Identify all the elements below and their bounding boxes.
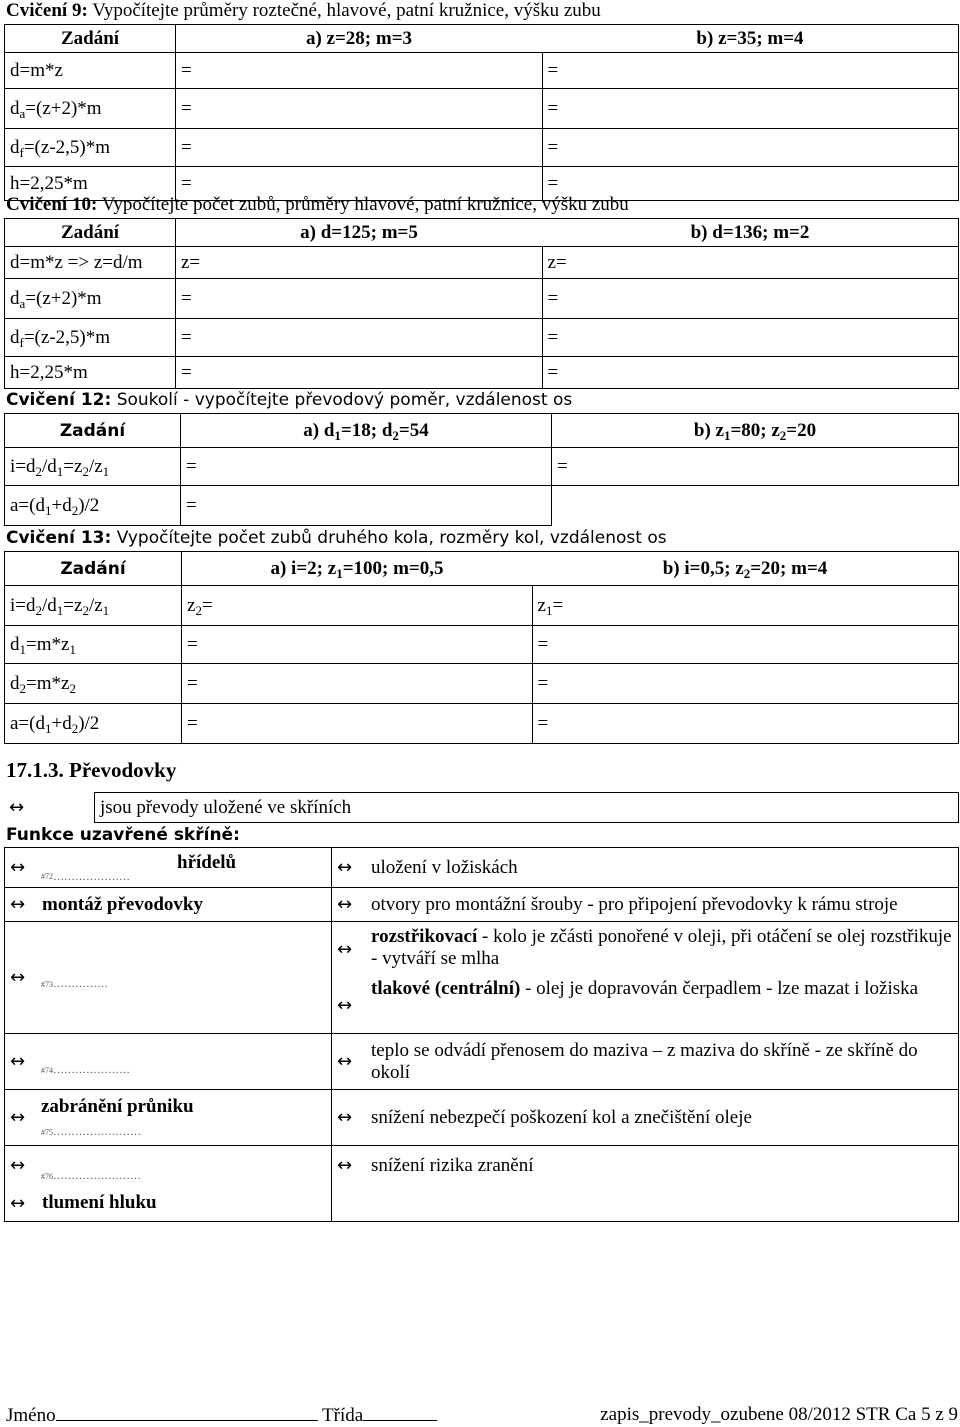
ex9-formula-d: d=m*z [5,53,176,89]
ex9-answer-a[interactable]: = [176,53,543,89]
ex13-answer-a[interactable]: $z_2=$ [182,586,533,626]
ex12-title [6,389,572,411]
arrow-icon: ↔ [332,1034,367,1090]
arrow-icon: ↔ [332,1090,367,1146]
ex10-formula-h: h=2,25*m [5,357,176,389]
ex13-formula-d2: $d_2=m*z_2$ [5,664,182,704]
ex9-answer-b[interactable]: = [542,167,959,201]
ex9-answer-a[interactable]: = [176,167,543,201]
ex9-title-rest: Vypočítejte průměry roztečné, hlavové, patní kružnice, výšku zubu [87,0,601,21]
funkce-r3-right2 [366,978,959,1034]
arrow-icon: ↔ [5,1090,38,1146]
ex10-answer-b[interactable]: = [542,357,959,389]
ex13-answer-a[interactable]: = [182,664,533,704]
placeholder-dots: …………… [53,978,108,990]
ex13-table [4,551,959,744]
funkce-r7-empty-right [366,1186,959,1222]
ex13-answer-b[interactable]: $z_1=$ [532,586,959,626]
section-title: Převodovky [69,758,177,782]
ex10-answer-a[interactable]: = [176,319,543,357]
ex9-formula-da: $d_a=(z+2)*m$ [5,89,176,129]
mazani-rozstrikovaci: rozstřikovací [371,926,478,947]
ex9-answer-a[interactable]: = [176,129,543,167]
ex13-hdr-label: Zadání [5,552,182,586]
funkce-r4-left [37,1034,332,1090]
ex9-answer-b[interactable]: = [542,129,959,167]
ex12-title-bold: Cvičení 12: [6,390,112,410]
placeholder-label: #72 [41,872,53,881]
section-number: 17.1.3. [6,758,64,782]
ex10-formula-df: $d_f=(z-2,5)*m$ [5,319,176,357]
ex13-formula-a: $a=(d_1+d_2)/2$ [5,704,182,744]
ex10-answer-a[interactable]: z= [176,247,543,279]
footer-class-label: Třída [322,1405,364,1426]
ex10-answer-b[interactable]: z= [542,247,959,279]
ex9-hdr-label: Zadání [5,25,176,53]
ex10-hdr-b: b) d=136; m=2 [542,219,959,247]
ex10-formula-z: d=m*z => z=d/m [5,247,176,279]
mazani-tlakove: tlakové (centrální) [371,977,521,999]
arrow-icon: ↔ [5,848,38,888]
ex9-answer-b[interactable]: = [542,89,959,129]
ex13-hdr-a: a) i=2; $z_1=100$; m=0,5 [182,552,533,586]
ex13-answer-b[interactable]: = [532,626,959,664]
funkce-r6-right: snížení rizika zranění [366,1146,959,1186]
funkce-r4-right: teplo se odvádí přenosem do maziva – z maziva do skříně - ze skříně do okolí [366,1034,959,1090]
funkce-r1-left [37,848,332,888]
funkce-r5-right: snížení nebezpečí poškození kol a znečištění oleje [366,1090,959,1146]
funkce-r7-left: tlumení hluku [37,1186,332,1222]
placeholder-dots: ………………… [53,1064,130,1076]
funkce-r3-left [37,922,332,1034]
ex13-answer-a[interactable]: = [182,626,533,664]
ex9-formula-h: h=2,25*m [5,167,176,201]
funkce-r1-right: uložení v ložiskách [366,848,959,888]
ex12-formula-a: $a=(d_1+d_2)/2$ [5,486,181,526]
funkce-r2-right: otvory pro montážní šrouby - pro připojení převodovky k rámu stroje [366,888,959,922]
ex10-title-bold: Cvičení 10: [6,194,98,215]
ex13-answer-a[interactable]: = [182,704,533,744]
ex9-hdr-a: a) z=28; m=3 [176,25,543,53]
ex13-formula-d1: $d_1=m*z_1$ [5,626,182,664]
placeholder-label: #73 [41,980,53,989]
ex13-title-rest: Vypočítejte počet zubů druhého kola, rozměry kol, vzdálenost os [111,528,667,548]
funkce-r7-empty [332,1186,367,1222]
funkce-table [4,847,959,1222]
name-field[interactable] [56,1404,318,1421]
ex9-answer-b[interactable]: = [542,53,959,89]
funkce-r3-right1 [366,922,959,978]
ex9-title-bold: Cvičení 9: [6,0,88,21]
ex12-table [4,413,959,526]
arrow-icon: ↔ [5,922,38,1034]
ex12-title-rest: Soukolí - vypočítejte převodový poměr, vzdálenost os [111,390,573,410]
definition-table [4,792,959,823]
ex10-answer-a[interactable]: = [176,279,543,319]
funkce-hridelu: hřídelů [177,852,237,873]
ex9-formula-df: $d_f=(z-2,5)*m$ [5,129,176,167]
placeholder-dots: …………………… [53,1126,141,1138]
ex10-answer-b[interactable]: = [542,279,959,319]
ex12-answer-a[interactable]: = [181,486,552,526]
ex13-answer-b[interactable]: = [532,664,959,704]
ex10-hdr-label: Zadání [5,219,176,247]
ex13-formula-i: $i=d_2/d_1=z_2/z_1$ [5,586,182,626]
placeholder-label: #76 [41,1172,53,1181]
funkce-r6-left [37,1146,332,1186]
ex12-hdr-b: b) $z_1=80$; $z_2=20$ [552,414,959,448]
ex12-formula-i: $i=d_2/d_1=z_2/z_1$ [5,448,181,486]
ex12-hdr-label: Zadání [5,414,181,448]
ex10-answer-a[interactable]: = [176,357,543,389]
ex10-title [6,194,629,216]
footer [6,1404,960,1427]
arrow-icon: ↔ [332,1146,367,1186]
arrow-icon: ↔ [332,888,367,922]
placeholder-dots: …………………… [53,1170,141,1182]
ex12-answer-a[interactable]: = [181,448,552,486]
ex10-formula-da: $d_a=(z+2)*m$ [5,279,176,319]
ex12-hdr-a: a) $d_1=18$; $d_2=54$ [181,414,552,448]
ex10-answer-b[interactable]: = [542,319,959,357]
definition-text: jsou převody uložené ve skříních [95,793,959,823]
arrow-icon: ↔ [332,978,367,1034]
arrow-icon: ↔ [5,1186,38,1222]
mazani-rozstrikovaci-text: - kolo je zčásti ponořené v oleji, při otáčení se olej rozstřikuje - vytváří se mlha [371,926,952,969]
ex13-title [6,527,667,549]
ex9-hdr-b: b) z=35; m=4 [542,25,959,53]
mazani-tlakove-text: - olej je dopravován čerpadlem - lze mazat i ložiska [520,977,919,999]
ex10-table [4,218,959,389]
ex9-title [6,0,601,22]
arrow-icon: ↔ [5,1034,38,1090]
funkce-r5-left [37,1090,332,1146]
funkce-title: Funkce uzavřené skříně: [6,825,240,845]
ex12-answer-b[interactable]: = [552,448,959,486]
ex9-table [4,24,959,201]
footer-doc-info: zapis_prevody_ozubene 08/2012 STR Ca 5 z 9 [600,1404,958,1425]
placeholder-label: #74 [41,1066,53,1075]
ex13-title-bold: Cvičení 13: [6,528,112,548]
ex9-answer-a[interactable]: = [176,89,543,129]
arrow-icon: ↔ [5,1146,38,1186]
ex10-hdr-a: a) d=125; m=5 [176,219,543,247]
funkce-r2-left: montáž převodovky [37,888,332,922]
ex13-answer-b[interactable]: = [532,704,959,744]
ex10-title-rest: Vypočítejte počet zubů, průměry hlavové, patní kružnice, výšku zubu [97,194,629,215]
section-heading [6,758,176,783]
ex12-empty [552,486,959,526]
arrow-icon: ↔ [332,922,367,978]
placeholder-label: #75 [41,1128,53,1137]
arrow-icon: ↔ [332,848,367,888]
funkce-zabraneni: zabránění průniku [41,1096,194,1117]
class-field[interactable] [363,1404,437,1421]
arrow-icon: ↔ [5,888,38,922]
arrow-icon: ↔ [9,797,25,818]
footer-name-label: Jméno [6,1405,56,1426]
placeholder-dots: ………………… [53,871,130,883]
ex13-hdr-b: b) i=0,5; $z_2=20$; m=4 [532,552,959,586]
